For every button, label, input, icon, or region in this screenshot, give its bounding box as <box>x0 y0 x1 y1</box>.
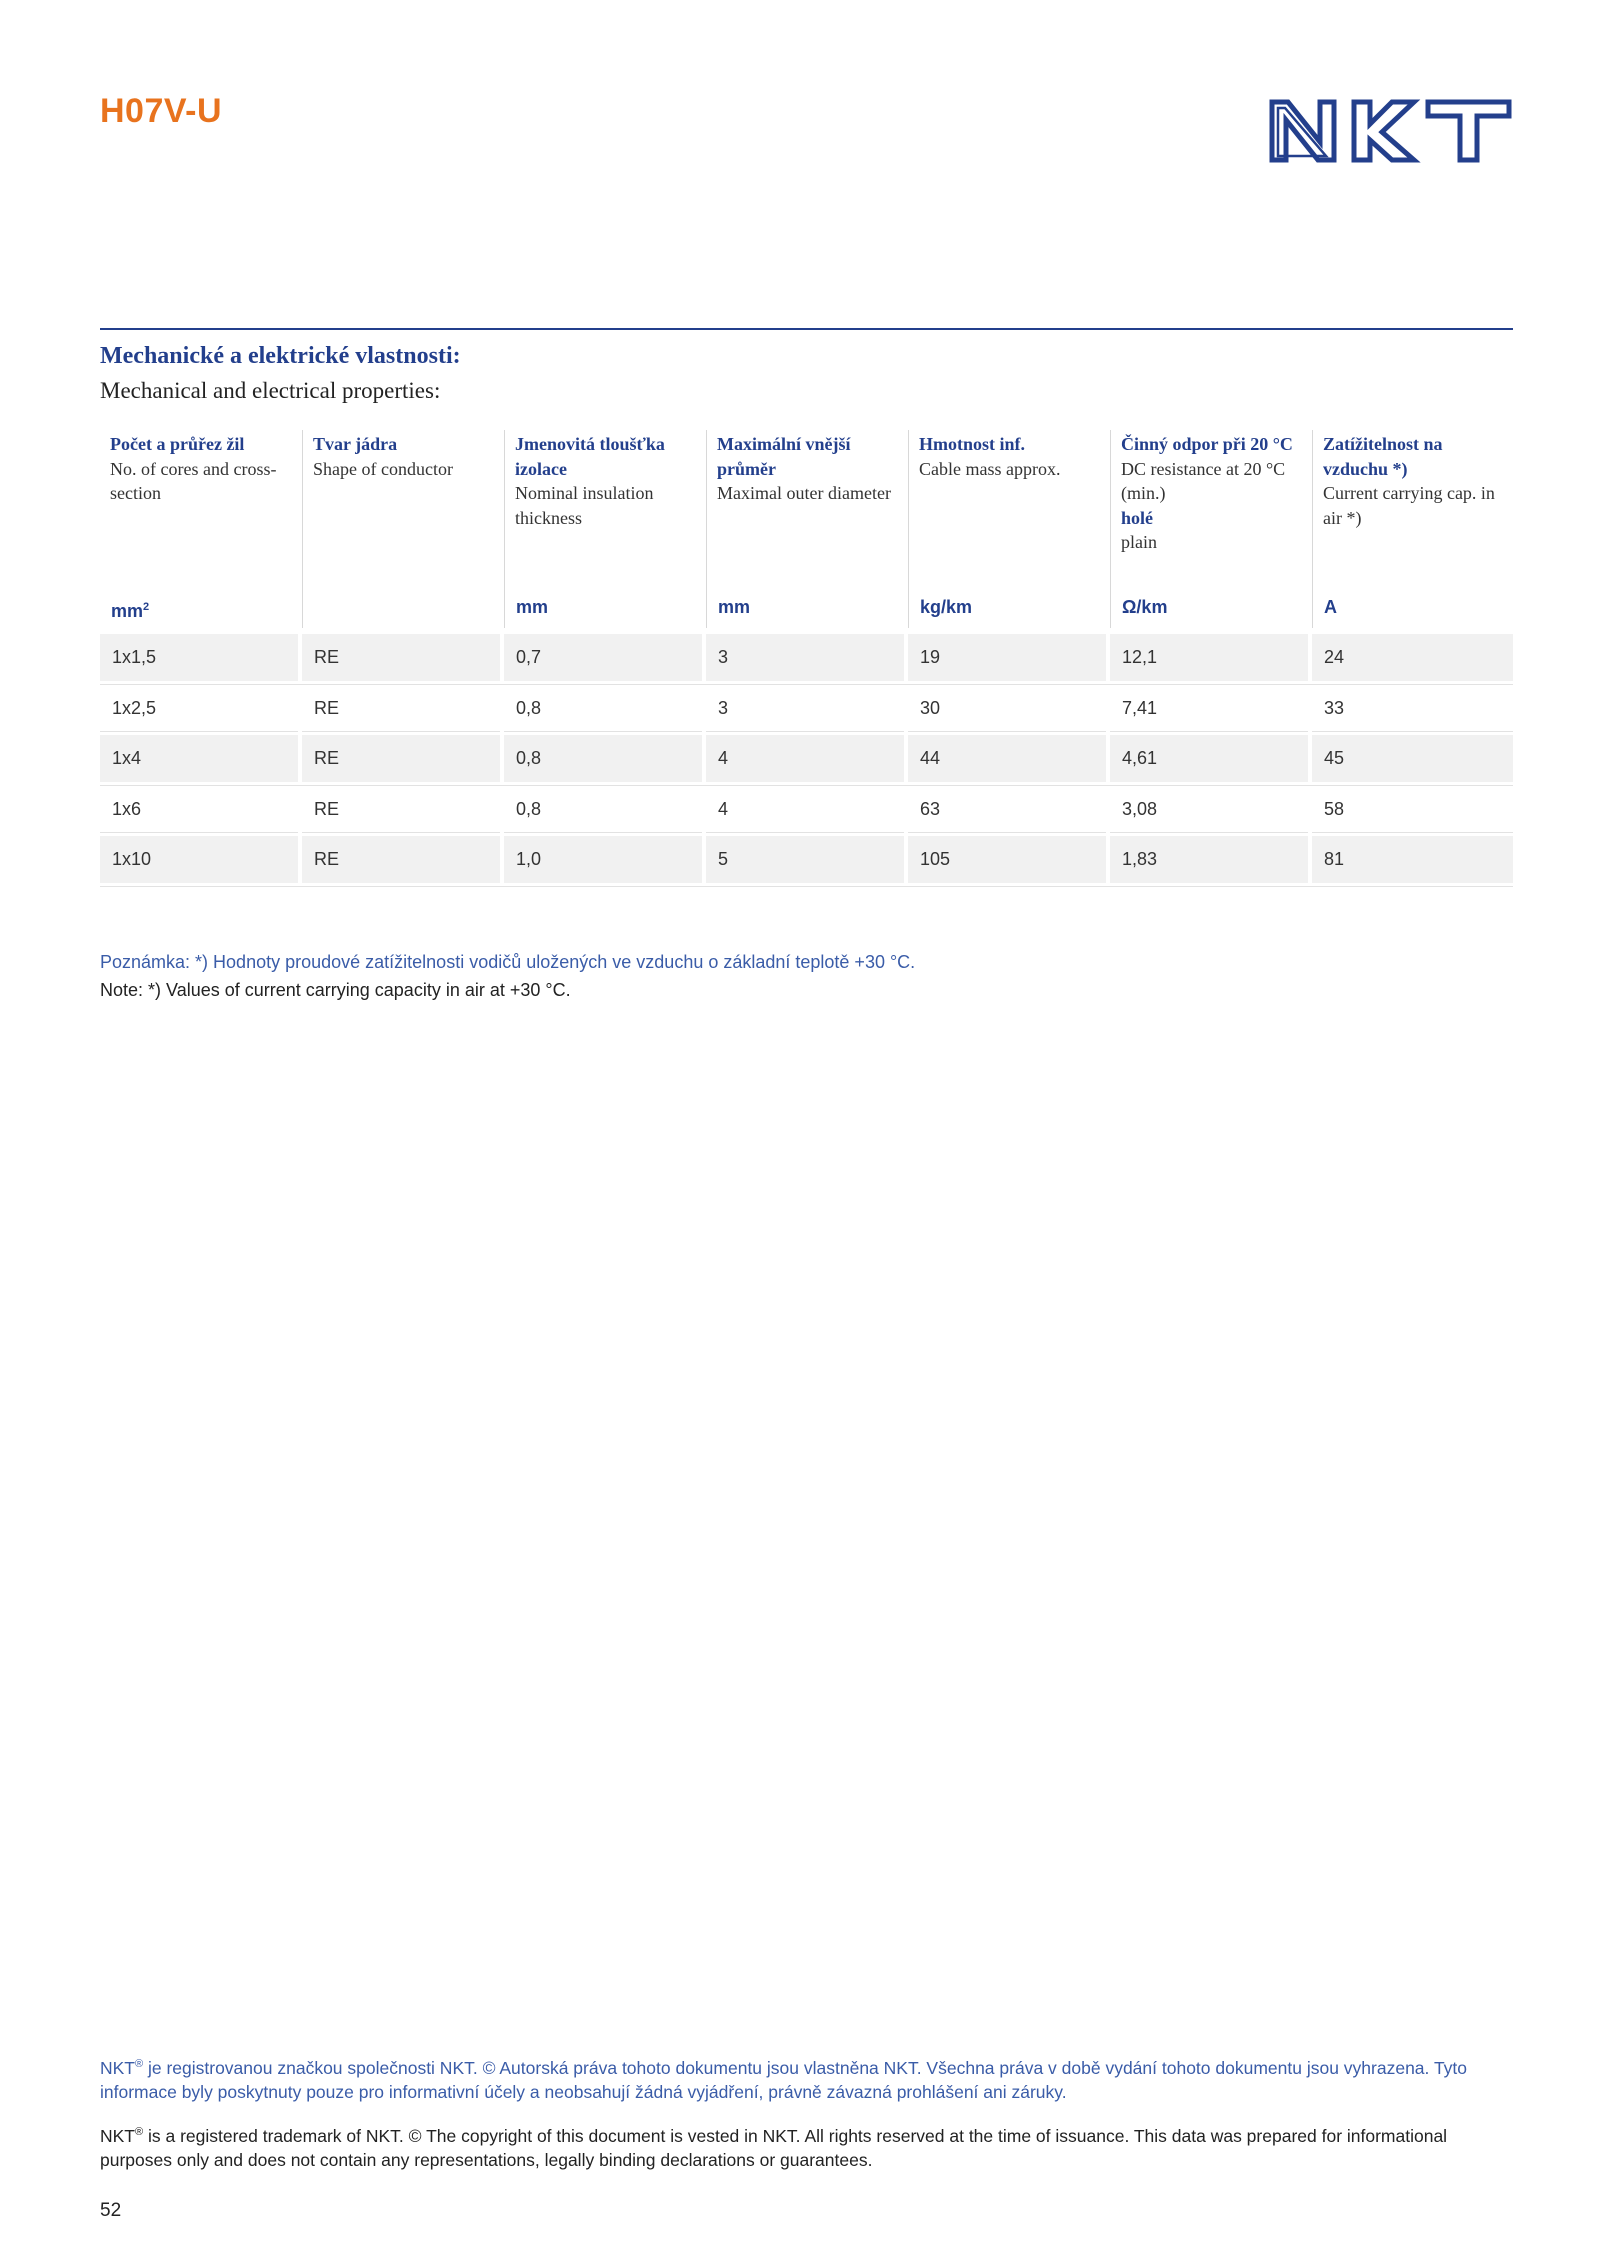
table-cell: 0,8 <box>504 786 702 833</box>
column-header-cz: Maximální vnější průměr <box>717 434 851 479</box>
page-title: H07V-U <box>100 92 223 130</box>
column-header-cz: Hmotnost inf. <box>919 434 1026 454</box>
note-czech: Poznámka: *) Hodnoty proudové zatížitelnosti vodičů uložených ve vzduchu o základní teplotě +30 °C. <box>100 952 916 972</box>
table-cell: 44 <box>908 735 1106 782</box>
table-cell: 81 <box>1312 836 1513 883</box>
column-header-cz: Činný odpor při 20 °C <box>1121 434 1293 454</box>
column-header-en: Nominal insulation thickness <box>515 483 654 528</box>
column-header-diameter <box>706 430 906 628</box>
column-header-cz: Zatížitelnost na vzduchu *) <box>1323 434 1443 479</box>
table-cell: RE <box>302 685 500 732</box>
properties-table <box>100 430 1513 887</box>
column-header-insulation <box>504 430 704 628</box>
table-cell: 1,0 <box>504 836 702 883</box>
table-cell: 58 <box>1312 786 1513 833</box>
column-header-mass <box>908 430 1108 628</box>
column-header-cz: Počet a průřez žil <box>110 434 245 454</box>
table-header-row <box>100 430 1513 634</box>
table-cell: 24 <box>1312 634 1513 681</box>
note-english: Note: *) Values of current carrying capacity in air at +30 °C. <box>100 980 571 1000</box>
table-cell: 63 <box>908 786 1106 833</box>
footer-disclaimer-czech: NKT® je registrovanou značkou společnosti NKT. © Autorská práva tohoto dokumentu jsou vlastněna NKT. Všechna práva v době vydání tohoto dokumentu jsou vyhrazena. Tyto informace byly poskytnuty pouze pro informativní účely a neobsahují žádná vyjádření, právně závazná prohlášení ani záruky. <box>100 2057 1468 2102</box>
table-cell: 3 <box>706 685 904 732</box>
section-rule <box>100 328 1513 330</box>
column-header-cz-plain: holé <box>1121 507 1154 528</box>
column-unit: A <box>1324 597 1337 617</box>
table-cell: 4,61 <box>1110 735 1308 782</box>
section-subtitle: Mechanical and electrical properties: <box>100 378 441 403</box>
table-cell: 1x1,5 <box>100 634 298 681</box>
column-header-en: DC resistance at 20 °C (min.) <box>1121 458 1286 503</box>
table-cell: 45 <box>1312 735 1513 782</box>
table-cell: RE <box>302 836 500 883</box>
table-cell: 33 <box>1312 685 1513 732</box>
column-unit: $mm^2$ <box>111 601 150 621</box>
table-cell: 0,7 <box>504 634 702 681</box>
table-cell: 3,08 <box>1110 786 1308 833</box>
column-header-current <box>1312 430 1513 628</box>
table-cell: RE <box>302 735 500 782</box>
column-header-en-plain: plain <box>1121 532 1157 552</box>
column-unit: mm <box>516 597 549 617</box>
column-header-en: Maximal outer diameter <box>717 483 891 503</box>
column-header-en: Current carrying cap. in air *) <box>1323 483 1495 528</box>
table-row <box>100 634 1513 685</box>
table-cell: 19 <box>908 634 1106 681</box>
column-header-shape <box>302 430 502 628</box>
table-cell: 1x4 <box>100 735 298 782</box>
column-header-resistance <box>1110 430 1310 628</box>
nkt-logo <box>1268 98 1513 164</box>
column-unit: mm <box>718 597 751 617</box>
table-cell: 4 <box>706 735 904 782</box>
table-cell: 3 <box>706 634 904 681</box>
table-cell: RE <box>302 786 500 833</box>
column-unit: Ω/km <box>1122 597 1168 617</box>
page-number: 52 <box>100 2200 122 2221</box>
table-cell: 30 <box>908 685 1106 732</box>
column-unit: kg/km <box>920 597 973 617</box>
table-cell: 0,8 <box>504 685 702 732</box>
table-cell: 4 <box>706 786 904 833</box>
table-row <box>100 786 1513 836</box>
footer-disclaimer-english: NKT® is a registered trademark of NKT. © The copyright of this document is vested in NKT. All rights reserved at the time of issuance. This data was prepared for informational purposes only and does not contain any representations, legally binding declarations or guarantees. <box>100 2125 1448 2170</box>
column-header-en: Shape of conductor <box>313 458 453 479</box>
table-cell: 5 <box>706 836 904 883</box>
table-cell: 1x6 <box>100 786 298 833</box>
column-header-en: No. of cores and cross-section <box>110 458 277 503</box>
column-header-cz: Tvar jádra <box>313 434 398 454</box>
column-header-cz: Jmenovitá tloušťka izolace <box>515 434 665 479</box>
table-row <box>100 735 1513 786</box>
table-cell: 1x2,5 <box>100 685 298 732</box>
table-cell: RE <box>302 634 500 681</box>
table-cell: 105 <box>908 836 1106 883</box>
table-cell: 1,83 <box>1110 836 1308 883</box>
column-header-cores <box>100 430 300 628</box>
table-cell: 1x10 <box>100 836 298 883</box>
table-cell: 12,1 <box>1110 634 1308 681</box>
table-cell: 0,8 <box>504 735 702 782</box>
section-title: Mechanické a elektrické vlastnosti: <box>100 343 461 369</box>
table-row <box>100 836 1513 887</box>
table-cell: 7,41 <box>1110 685 1308 732</box>
table-row <box>100 685 1513 735</box>
column-header-en: Cable mass approx. <box>919 458 1061 479</box>
